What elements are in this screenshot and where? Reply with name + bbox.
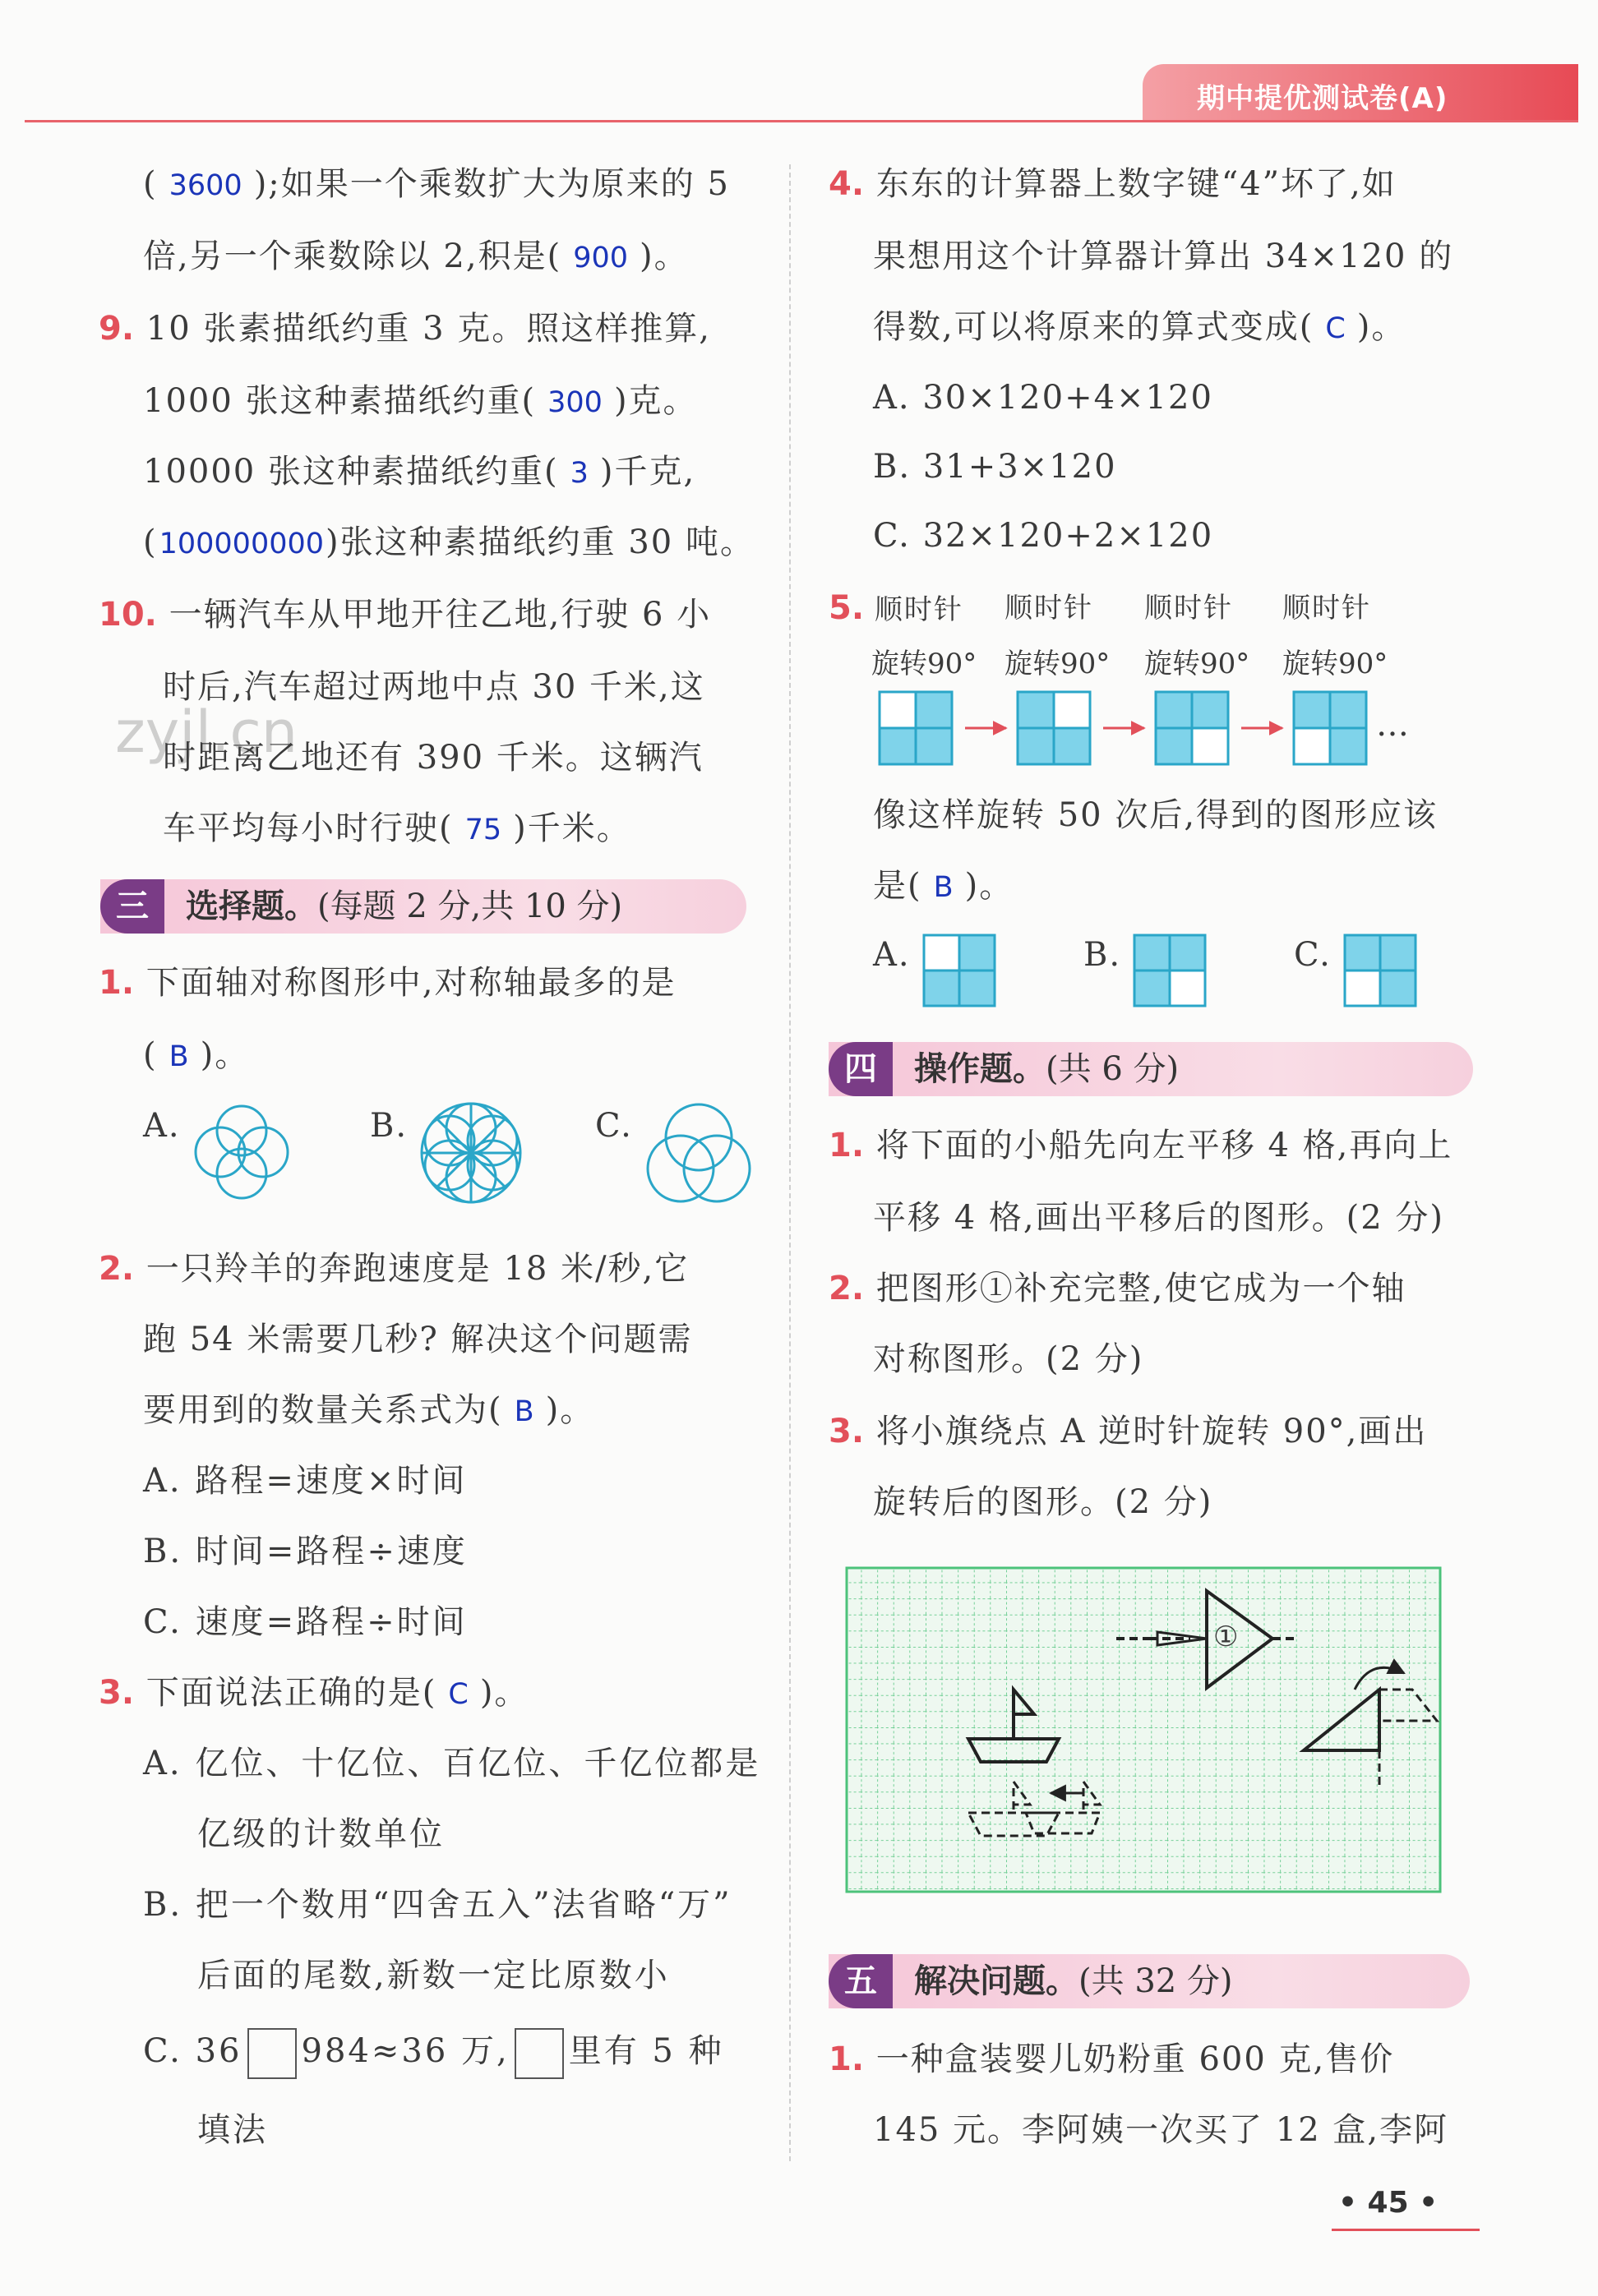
o3-line2: 旋转后的图形。(2 分) [873,1483,1213,1521]
question-number: 1. [829,1127,865,1164]
trefoil-figure [643,1098,755,1210]
q10-line2: 时后,汽车超过两地中点 30 千米,这 [163,668,705,706]
operation-grid-figure [845,1566,1442,1893]
c3-option-b-line1: B. 把一个数用“四舍五入”法省略“万” [143,1886,732,1924]
answer: 75 [464,814,502,846]
q10-line3: 时距离乙地还有 390 千米。这辆汽 [163,739,704,777]
c4-option-a: A. 30×120+4×120 [873,379,1213,417]
c4-option-b: B. 31+3×120 [873,448,1117,486]
header-line [25,120,1578,122]
c5-line2: 是( B )。 [873,867,1014,905]
ellipsis: … [1376,706,1411,744]
section-5-header [829,1954,1470,2008]
c1-option-c-label: C. [595,1107,633,1145]
c5-caption-4: 顺时针 [1282,592,1371,625]
question-number: 5. [829,589,865,627]
column-divider [789,164,791,2161]
section-4-header [829,1042,1473,1096]
q9-line3: 10000 张这种素描纸约重( 3 )千克, [143,453,696,491]
c2-option-c: C. 速度=路程÷时间 [143,1603,468,1641]
c5-caption-8: 旋转90° [1282,648,1388,680]
q9-line4: (100000000)张这种素描纸约重 30 吨。 [143,523,755,561]
o2-line2: 对称图形。(2 分) [873,1340,1144,1378]
c5-caption-3: 顺时针 [1144,592,1233,625]
q8-line1: ( 3600 );如果一个乘数扩大为原来的 5 [143,165,730,203]
p1-line1: 1. 一种盒装婴儿奶粉重 600 克,售价 [829,2040,1395,2078]
rotation-sequence-figure [876,689,1402,771]
section-title: 选择题。(每题 2 分,共 10 分) [186,888,623,925]
question-number: 2. [99,1250,135,1288]
c2-option-b: B. 时间=路程÷速度 [143,1533,468,1570]
c3-option-a-line1: A. 亿位、十亿位、百亿位、千亿位都是 [143,1745,761,1782]
answer: B [514,1395,534,1428]
c3-line1: 3. 下面说法正确的是( C )。 [99,1674,529,1712]
c3-option-c-line1: C. 36 984≈36 万, 里有 5 种 [143,2028,724,2079]
four-circle-flower-figure [191,1101,293,1203]
c5-line1: 像这样旋转 50 次后,得到的图形应该 [873,796,1439,834]
c5-caption-2: 顺时针 [1005,592,1093,625]
section-title: 解决问题。(共 32 分) [914,1962,1233,2000]
question-number: 2. [829,1270,865,1307]
c5-option-b-label: B. [1083,936,1122,974]
answer: 3 [570,457,589,490]
rosette-circle-figure [418,1100,524,1206]
blank-box [247,2028,297,2079]
c1-line2: ( B )。 [143,1036,250,1074]
answer: B [933,871,954,904]
section-badge: 五 [829,1954,893,2008]
answer: 100000000 [159,528,325,560]
answer: 900 [573,242,629,274]
c1-option-a-label: A. [143,1107,181,1145]
p1-line2: 145 元。李阿姨一次买了 12 盒,李阿 [873,2111,1449,2149]
c2-line2: 跑 54 米需要几秒? 解决这个问题需 [143,1321,693,1358]
c5-option-c-label: C. [1294,936,1332,974]
watermark: zyjl.cn [115,698,298,766]
section-title: 操作题。(共 6 分) [914,1050,1180,1088]
question-number: 3. [99,1674,135,1712]
question-number: 10. [99,596,157,634]
q9-line2: 1000 张这种素描纸约重( 300 )克。 [143,382,698,420]
figure-label-1: ① [1213,1621,1239,1653]
o1-line1: 1. 将下面的小船先向左平移 4 格,再向上 [829,1127,1453,1164]
o2-line1: 2. 把图形①补充完整,使它成为一个轴 [829,1270,1406,1307]
section-badge: 四 [829,1042,893,1096]
c5-caption-1: 5. 顺时针 [829,589,963,627]
answer: 3600 [169,169,242,202]
c5-caption-6: 旋转90° [1005,648,1111,680]
c2-line3: 要用到的数量关系式为( B )。 [143,1391,595,1429]
c4-line2: 果想用这个计算器计算出 34×120 的 [873,237,1454,275]
c5-option-a-label: A. [873,936,911,974]
q9-line1: 9. 10 张素描纸约重 3 克。照这样推算, [99,310,711,348]
section-3-header [100,879,746,934]
c2-option-a: A. 路程=速度×时间 [143,1462,468,1500]
answer: B [169,1040,189,1073]
blank-box [515,2028,564,2079]
question-number: 4. [829,165,865,203]
question-number: 3. [829,1413,865,1450]
c1-line1: 1. 下面轴对称图形中,对称轴最多的是 [99,964,677,1002]
q10-line4: 车平均每小时行驶( 75 )千米。 [163,809,631,847]
page-number-underline [1332,2229,1480,2231]
c2-line1: 2. 一只羚羊的奔跑速度是 18 米/秒,它 [99,1250,690,1288]
c4-line3: 得数,可以将原来的算式变成( C )。 [873,308,1406,346]
c3-option-a-line2: 亿级的计数单位 [197,1815,445,1853]
o1-line2: 平移 4 格,画出平移后的图形。(2 分) [873,1199,1444,1237]
answer: C [1325,312,1346,345]
answer: C [448,1678,469,1711]
answer: 300 [547,386,603,419]
c5-caption-7: 旋转90° [1144,648,1250,680]
c3-option-c-line2: 填法 [197,2111,268,2149]
q10-line1: 10. 一辆汽车从甲地开往乙地,行驶 6 小 [99,596,712,634]
question-number: 1. [99,964,135,1002]
q8-line2: 倍,另一个乘数除以 2,积是( 900 )。 [143,237,689,275]
c1-option-b-label: B. [370,1107,409,1145]
c5-caption-5: 旋转90° [871,648,977,680]
header-title: 期中提优测试卷(A) [1197,82,1448,115]
c4-line1: 4. 东东的计算器上数字键“4”坏了,如 [829,165,1397,203]
o3-line1: 3. 将小旗绕点 A 逆时针旋转 90°,画出 [829,1413,1428,1450]
c3-option-b-line2: 后面的尾数,新数一定比原数小 [197,1957,670,1994]
question-number: 1. [829,2040,865,2078]
page-number: • 45 • [1338,2186,1439,2220]
c5-option-figures [922,934,1424,1009]
c4-option-c: C. 32×120+2×120 [873,517,1214,555]
question-number: 9. [99,310,135,348]
section-badge: 三 [100,879,164,934]
